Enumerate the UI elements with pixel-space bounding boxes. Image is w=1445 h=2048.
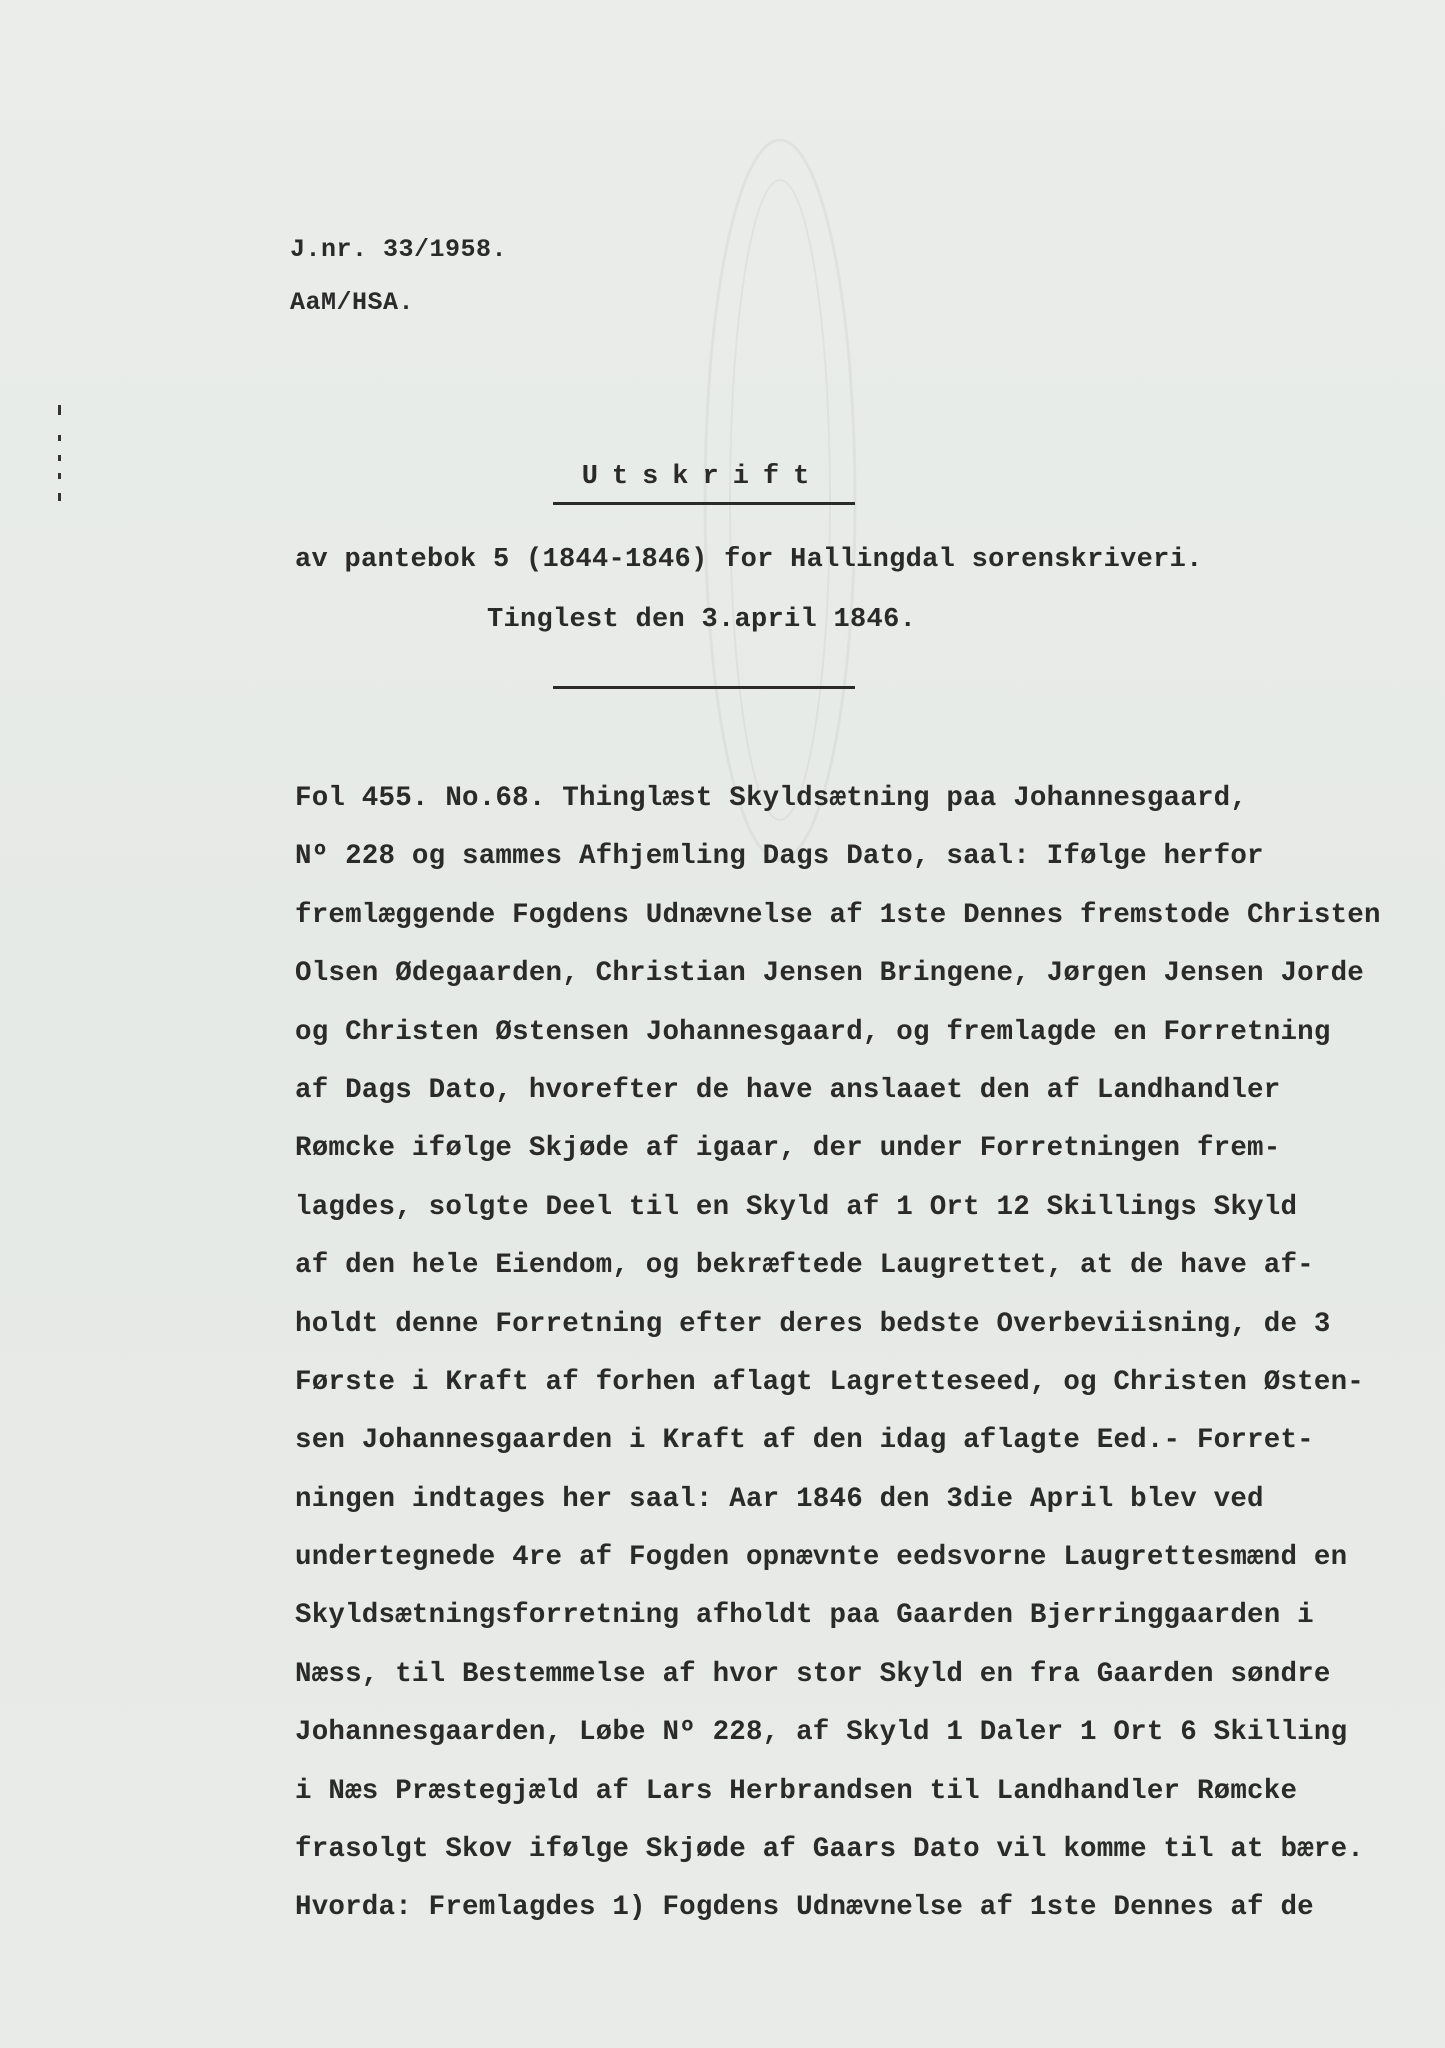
body-line: Hvorda: Fremlagdes 1) Fogdens Udnævnelse af 1ste Dennes af de <box>295 1892 1314 1924</box>
body-line: Johannesgaarden, Løbe Nº 228, af Skyld 1 Daler 1 Ort 6 Skilling <box>295 1717 1348 1749</box>
body-line: Første i Kraft af forhen aflagt Lagretteseed, og Christen Østen- <box>295 1366 1364 1398</box>
body-line: Fol 455. No.68. Thinglæst Skyldsætning paa Johannesgaard, <box>295 783 1248 814</box>
initials: AaM/HSA. <box>290 288 415 317</box>
body-line: Nº 228 og sammes Afhjemling Dags Dato, saal: Ifølge herfor <box>295 841 1264 873</box>
body-line: lagdes, solgte Deel til en Skyld af 1 Ort 12 Skillings Skyld <box>295 1191 1298 1223</box>
subtitle-line-1: av pantebok 5 (1844-1846) for Hallingdal sorenskriveri. <box>295 545 1203 575</box>
title-underline <box>553 502 855 505</box>
body-line: Næss, til Bestemmelse af hvor stor Skyld en fra Gaarden søndre <box>295 1658 1331 1690</box>
body-line: frasolgt Skov ifølge Skjøde af Gaars Dato vil komme til at bære. <box>295 1834 1364 1866</box>
body-text <box>295 770 1415 1938</box>
subtitle-line-2: Tinglest den 3.april 1846. <box>487 605 917 635</box>
body-line: sen Johannesgaarden i Kraft af den idag aflagte Eed.- Forret- <box>295 1425 1314 1457</box>
body-line: holdt denne Forretning efter deres bedste Overbeviisning, de 3 <box>295 1308 1331 1340</box>
body-line: ningen indtages her saal: Aar 1846 den 3die April blev ved <box>295 1483 1264 1515</box>
body-line: fremlæggende Fogdens Udnævnelse af 1ste Dennes fremstode Christen <box>295 899 1381 931</box>
document-title: Utskrift <box>581 462 824 492</box>
body-line: i Næs Præstegjæld af Lars Herbrandsen til Landhandler Rømcke <box>295 1775 1298 1807</box>
body-line: af Dags Dato, hvorefter de have anslaaet den af Landhandler <box>295 1074 1281 1106</box>
body-line: undertegnede 4re af Fogden opnævnte eedsvorne Laugrettesmænd en <box>295 1542 1348 1574</box>
margin-marks <box>58 405 64 505</box>
section-divider <box>553 686 855 689</box>
stamp-watermark <box>690 120 870 880</box>
body-line: og Christen Østensen Johannesgaard, og fremlagde en Forretning <box>295 1016 1331 1048</box>
body-line: af den hele Eiendom, og bekræftede Laugrettet, at de have af- <box>295 1250 1314 1282</box>
body-line: Olsen Ødegaarden, Christian Jensen Bringene, Jørgen Jensen Jorde <box>295 958 1364 990</box>
body-line: Rømcke ifølge Skjøde af igaar, der under Forretningen frem- <box>295 1133 1281 1165</box>
journal-number: J.nr. 33/1958. <box>290 235 508 264</box>
body-line: Skyldsætningsforretning afholdt paa Gaarden Bjerringgaarden i <box>295 1600 1314 1632</box>
